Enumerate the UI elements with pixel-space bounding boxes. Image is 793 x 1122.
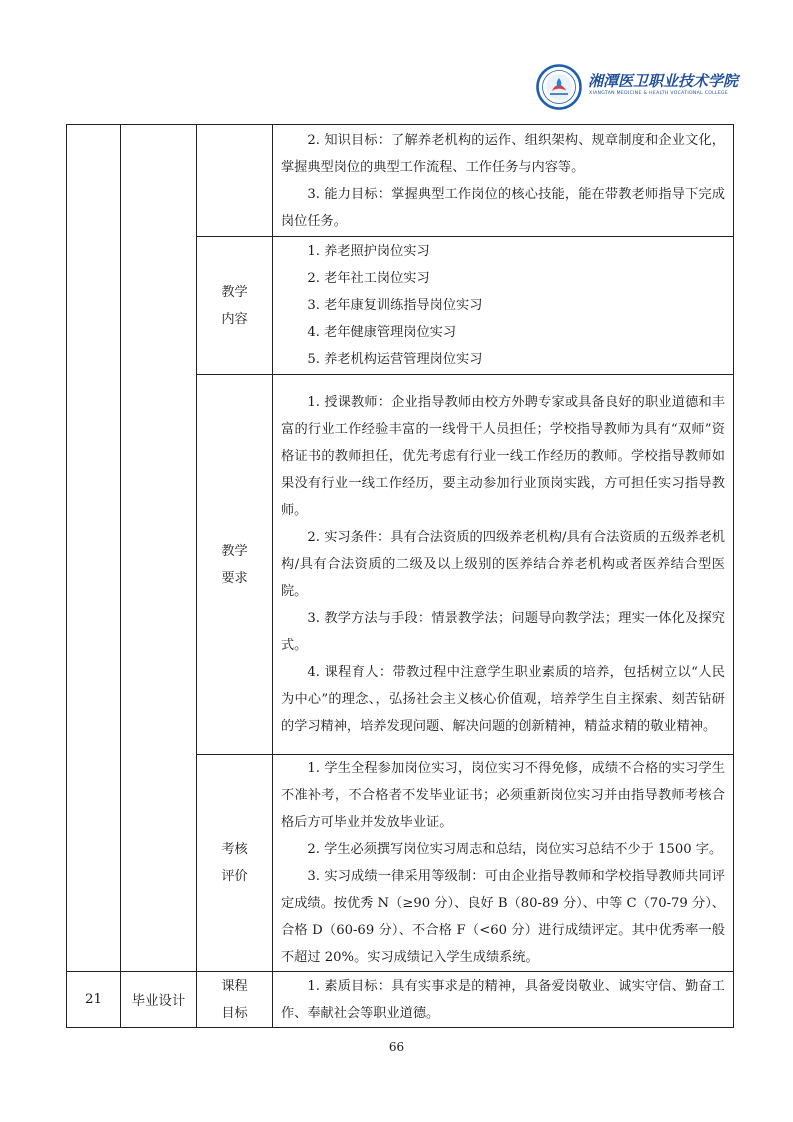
requirement-paragraph: 3. 教学方法与手段：情景教学法；问题导向教学法；理实一体化及探究式。 [281,611,725,653]
course-name-cell [121,125,197,972]
course-goal-cell [273,972,734,1028]
table-row-goals-continued [67,125,734,237]
teaching-content-cell [273,237,734,375]
list-item: 4. 老年健康管理岗位实习 [307,325,457,340]
course-goal-label: 课程 目标 [197,972,273,1028]
college-name-cn: 湘潭医卫职业技术学院 [588,72,739,90]
college-logo [536,64,739,110]
teaching-requirements-cell [273,375,734,755]
teaching-content-label: 教学 内容 [197,237,273,375]
list-item: 1. 养老照护岗位实习 [307,244,430,259]
requirement-paragraph: 2. 实习条件：具有合法资质的四级养老机构/具有合法资质的五级养老机构/具有合法资质的二级及以上级别的医养结合养老机构或者医养结合型医院。 [281,530,725,599]
college-name-en: XIANGTAN MEDICINE & HEALTH VOCATIONAL COLLEGE [589,91,729,96]
row-number: 21 [67,972,121,1028]
page-number: 66 [388,1040,405,1054]
teaching-requirements-label: 教学 要求 [197,375,273,755]
list-item: 5. 养老机构运营管理岗位实习 [307,352,483,367]
list-item: 2. 老年社工岗位实习 [307,271,430,286]
assessment-label: 考核 评价 [197,755,273,972]
assessment-paragraph: 1. 学生全程参加岗位实习，岗位实习不得免修，成绩不合格的实习学生不准补考，不合格者不发毕业证书；必须重新岗位实习并由指导教师考核合格后方可毕业并发放毕业证。 [281,761,725,830]
requirement-paragraph: 4. 课程育人：带教过程中注意学生职业素质的培养，包括树立以“人民为中心”的理念、，弘扬社会主义核心价值观，培养学生自主探索、刻苦钻研的学习精神，培养发现问题、解决问题的创新精神，精益求精的敬业精神。 [281,665,725,734]
college-emblem-icon [536,64,582,110]
item-label-cell [197,125,273,237]
list-item: 3. 老年康复训练指导岗位实习 [307,298,483,313]
ability-goal-text: 3. 能力目标：掌握典型工作岗位的核心技能，能在带教老师指导下完成岗位任务。 [281,186,725,229]
table-row-21 [67,972,734,1028]
assessment-paragraph: 2. 学生必须撰写岗位实习周志和总结，岗位实习总结不少于 1500 字。 [307,842,723,857]
course-goals-cell [273,125,734,237]
curriculum-table [66,124,734,1028]
course-name: 毕业设计 [121,972,197,1028]
row-number-cell [67,125,121,972]
knowledge-goal-text: 2. 知识目标：了解养老机构的运作、组织架构、规章制度和企业文化，掌握典型岗位的典型工作流程、工作任务与内容等。 [281,132,725,175]
requirement-paragraph: 1. 授课教师：企业指导教师由校方外聘专家或具备良好的职业道德和丰富的行业工作经验丰富的一线骨干人员担任；学校指导教师为具有“双师”资格证书的教师担任，优先考虑有行业一线工作经历的教师。学校指导教师如果没有行业一线工作经历，要主动参加行业顶岗实践，方可担任实习指导教师。 [281,395,725,518]
quality-goal-text: 1. 素质目标：具有实事求是的精神，具备爱岗敬业、诚实守信、勤奋工作、奉献社会等职业道德。 [281,978,725,1021]
assessment-cell [273,755,734,972]
assessment-paragraph: 3. 实习成绩一律采用等级制：可由企业指导教师和学校指导教师共同评定成绩。按优秀 N（≥90 分）、良好 B（80-89 分）、中等 C（70-79 分）、合格 D（60-69 分）、不合格 F（<60 分）进行成绩评定。其中优秀率一般不超过 20%。实习成绩记入学生成绩系统。 [281,869,725,965]
